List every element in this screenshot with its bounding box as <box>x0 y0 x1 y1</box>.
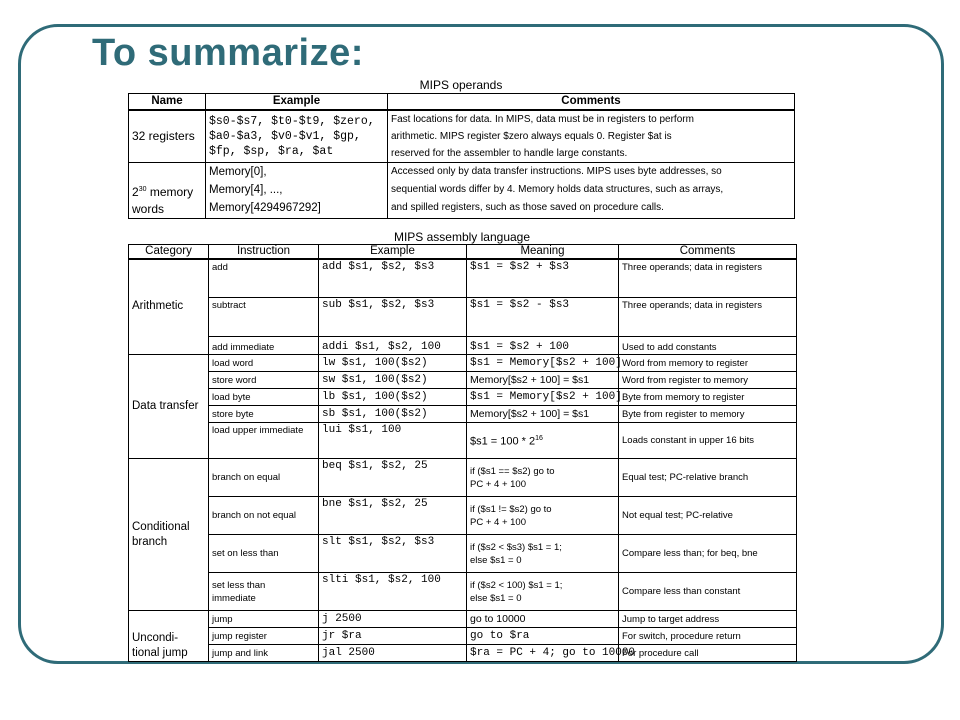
instruction-line: immediate <box>212 592 256 604</box>
example-cell: addi $s1, $s2, 100 <box>319 337 467 355</box>
meaning-cell: Memory[$s2 + 100] = $s1 <box>467 406 619 423</box>
header-comments: Comments <box>619 245 797 259</box>
category-unconditional-jump <box>129 611 209 662</box>
header-category: Category <box>129 245 209 259</box>
comment-cell: Three operands; data in registers <box>619 298 797 337</box>
example-cell: beq $s1, $s2, 25 <box>319 459 467 497</box>
instruction-cell: jump and link <box>209 645 319 662</box>
category-data-transfer: Data transfer <box>129 355 209 459</box>
meaning-line: else $s1 = 0 <box>470 592 522 604</box>
comment-cell: Three operands; data in registers <box>619 259 797 298</box>
name-exponent: 30 <box>138 185 147 193</box>
meaning-cell: $s1 = $s2 + 100 <box>467 337 619 355</box>
meaning-line: PC + 4 + 100 <box>470 516 526 528</box>
table-row <box>129 355 797 372</box>
operands-header-row <box>129 94 795 110</box>
comment-line: Accessed only by data transfer instructions. MIPS uses byte addresses, so <box>391 166 722 177</box>
example-cell: lui $s1, 100 <box>319 423 467 459</box>
category-line: branch <box>132 535 168 548</box>
instruction-cell: add immediate <box>209 337 319 355</box>
comment-line: arithmetic. MIPS register $zero always equals 0. Register $at is <box>391 130 672 142</box>
comment-cell: For procedure call <box>619 645 797 662</box>
asm-caption: MIPS assembly language <box>393 230 531 244</box>
instruction-cell: branch on equal <box>209 459 319 497</box>
slide-title: To summarize: <box>92 32 364 74</box>
table-row <box>129 628 797 645</box>
example-cell: jal 2500 <box>319 645 467 662</box>
example-line: $s0-$s7, $t0-$t9, $zero, <box>209 114 375 128</box>
instruction-cell: branch on not equal <box>209 497 319 535</box>
meaning-cell: go to 10000 <box>467 611 619 628</box>
table-row <box>129 423 797 459</box>
comment-cell: Not equal test; PC-relative <box>619 497 797 535</box>
instruction-cell: store byte <box>209 406 319 423</box>
meaning-cell <box>467 573 619 611</box>
name-rest: memory <box>146 184 194 199</box>
table-row <box>129 573 797 611</box>
meaning-cell: $s1 = $s2 + $s3 <box>467 259 619 298</box>
comment-cell: Compare less than constant <box>619 573 797 611</box>
meaning-line: if ($s2 < 100) $s1 = 1; <box>470 579 563 591</box>
header-example: Example <box>319 245 467 259</box>
example-line: Memory[4], ..., <box>209 184 283 196</box>
example-line: Memory[4294967292] <box>209 202 321 214</box>
meaning-cell: $ra = PC + 4; go to 10000 <box>467 645 619 662</box>
operands-row-memory <box>129 162 795 218</box>
header-example: Example <box>206 94 388 110</box>
operand-comments <box>388 110 795 163</box>
table-row <box>129 611 797 628</box>
example-cell: j 2500 <box>319 611 467 628</box>
instruction-cell <box>209 573 319 611</box>
meaning-cell: Memory[$s2 + 100] = $s1 <box>467 372 619 389</box>
example-cell: bne $s1, $s2, 25 <box>319 497 467 535</box>
example-cell: slti $s1, $s2, 100 <box>319 573 467 611</box>
table-row <box>129 259 797 298</box>
header-instruction: Instruction <box>209 245 319 259</box>
meaning-cell <box>467 497 619 535</box>
category-line: Conditional <box>132 520 190 533</box>
meaning-line: if ($s1 != $s2) go to <box>470 503 552 515</box>
instruction-cell: load byte <box>209 389 319 406</box>
example-line: $fp, $sp, $ra, $at <box>209 144 334 158</box>
instruction-cell: set on less than <box>209 535 319 573</box>
meaning-cell: $s1 = Memory[$s2 + 100] <box>467 389 619 406</box>
name-base: 2 <box>132 184 139 199</box>
comment-cell: For switch, procedure return <box>619 628 797 645</box>
comment-cell: Used to add constants <box>619 337 797 355</box>
meaning-cell <box>467 535 619 573</box>
meaning-line: else $s1 = 0 <box>470 554 522 566</box>
meaning-cell: go to $ra <box>467 628 619 645</box>
example-cell: lw $s1, 100($s2) <box>319 355 467 372</box>
header-name: Name <box>129 94 206 110</box>
table-row <box>129 645 797 662</box>
table-row <box>129 372 797 389</box>
operands-row-registers <box>129 110 795 163</box>
meaning-line: if ($s1 == $s2) go to <box>470 465 555 477</box>
instruction-cell: add <box>209 259 319 298</box>
operand-name <box>129 162 206 218</box>
instruction-cell: load word <box>209 355 319 372</box>
comment-cell: Word from register to memory <box>619 372 797 389</box>
instruction-cell: jump <box>209 611 319 628</box>
table-row <box>129 298 797 337</box>
instruction-cell: load upper immediate <box>209 423 319 459</box>
header-meaning: Meaning <box>467 245 619 259</box>
asm-table <box>128 244 797 662</box>
table-row <box>129 459 797 497</box>
comment-cell: Byte from memory to register <box>619 389 797 406</box>
comment-line: and spilled registers, such as those saved on procedure calls. <box>391 202 664 213</box>
comment-line: reserved for the assembler to handle large constants. <box>391 147 628 159</box>
comment-line: Fast locations for data. In MIPS, data must be in registers to perform <box>391 113 694 125</box>
header-comments: Comments <box>388 94 795 110</box>
category-arithmetic: Arithmetic <box>129 259 209 355</box>
meaning-exponent: 16 <box>535 435 543 443</box>
name-line2: words <box>132 201 165 216</box>
meaning-cell <box>467 423 619 459</box>
meaning-line: if ($s2 < $s3) $s1 = 1; <box>470 541 562 553</box>
example-line: Memory[0], <box>209 166 267 178</box>
table-row <box>129 389 797 406</box>
comment-cell: Byte from register to memory <box>619 406 797 423</box>
instruction-cell: jump register <box>209 628 319 645</box>
operands-table <box>128 93 795 219</box>
comment-cell: Word from memory to register <box>619 355 797 372</box>
meaning-cell: $s1 = $s2 - $s3 <box>467 298 619 337</box>
table-row <box>129 497 797 535</box>
category-line: Uncondi- <box>132 632 179 644</box>
table-row <box>129 406 797 423</box>
meaning-cell <box>467 459 619 497</box>
comment-cell: Loads constant in upper 16 bits <box>619 423 797 459</box>
example-cell: add $s1, $s2, $s3 <box>319 259 467 298</box>
comment-cell: Equal test; PC-relative branch <box>619 459 797 497</box>
instruction-line: set less than <box>212 579 266 591</box>
instruction-cell: subtract <box>209 298 319 337</box>
operand-example <box>206 110 388 163</box>
operand-example <box>206 162 388 218</box>
comment-line: sequential words differ by 4. Memory holds data structures, such as arrays, <box>391 184 724 195</box>
example-cell: lb $s1, 100($s2) <box>319 389 467 406</box>
example-cell: jr $ra <box>319 628 467 645</box>
meaning-line: PC + 4 + 100 <box>470 478 526 490</box>
meaning-base: $s1 = 100 * 2 <box>470 435 536 448</box>
meaning-cell: $s1 = Memory[$s2 + 100] <box>467 355 619 372</box>
example-line: $a0-$a3, $v0-$v1, $gp, <box>209 129 361 143</box>
operand-name: 32 registers <box>129 110 206 163</box>
category-line: tional jump <box>132 647 188 659</box>
example-cell: sub $s1, $s2, $s3 <box>319 298 467 337</box>
comment-cell: Compare less than; for beq, bne <box>619 535 797 573</box>
example-cell: slt $s1, $s2, $s3 <box>319 535 467 573</box>
operands-caption: MIPS operands <box>419 78 503 92</box>
comment-cell: Jump to target address <box>619 611 797 628</box>
table-row <box>129 337 797 355</box>
instruction-cell: store word <box>209 372 319 389</box>
category-conditional-branch <box>129 459 209 611</box>
example-cell: sb $s1, 100($s2) <box>319 406 467 423</box>
example-cell: sw $s1, 100($s2) <box>319 372 467 389</box>
asm-header-row <box>129 245 797 259</box>
table-row <box>129 535 797 573</box>
operand-comments <box>388 162 795 218</box>
